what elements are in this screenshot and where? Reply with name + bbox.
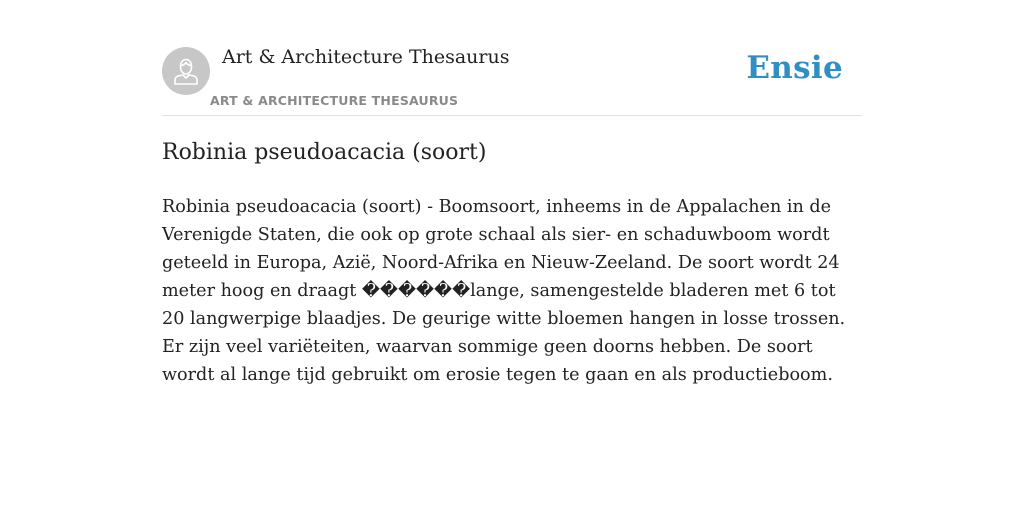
entry-definition: Robinia pseudoacacia (soort) - Boomsoort, inheems in de Appalachen in de Verenigde Staten, die ook op grote schaal als sier- en schaduwboom wordt geteeld in Europa, Azië, Noord-Afrika en Nieuw-Zeeland. De soort wordt 24 meter hoog en draagt ������lange, samengestelde bladeren met 6 tot 20 langwerpige blaadjes. De geurige witte bloemen hangen in losse trossen. Er zijn veel variëteiten, waarvan sommige geen doorns hebben. De soort wordt al lange tijd gebruikt om erosie tegen te gaan en als productieboom.: [162, 197, 846, 385]
user-icon: [172, 56, 200, 86]
header-divider: [162, 115, 862, 116]
author-name[interactable]: Art & Architecture Thesaurus: [222, 46, 510, 68]
ensie-logo[interactable]: Ensie: [746, 50, 843, 86]
entry-card: [162, 0, 862, 512]
author-avatar[interactable]: [162, 47, 210, 95]
entry-title: Robinia pseudoacacia (soort): [162, 140, 487, 165]
source-label[interactable]: ART & ARCHITECTURE THESAURUS: [210, 93, 459, 108]
